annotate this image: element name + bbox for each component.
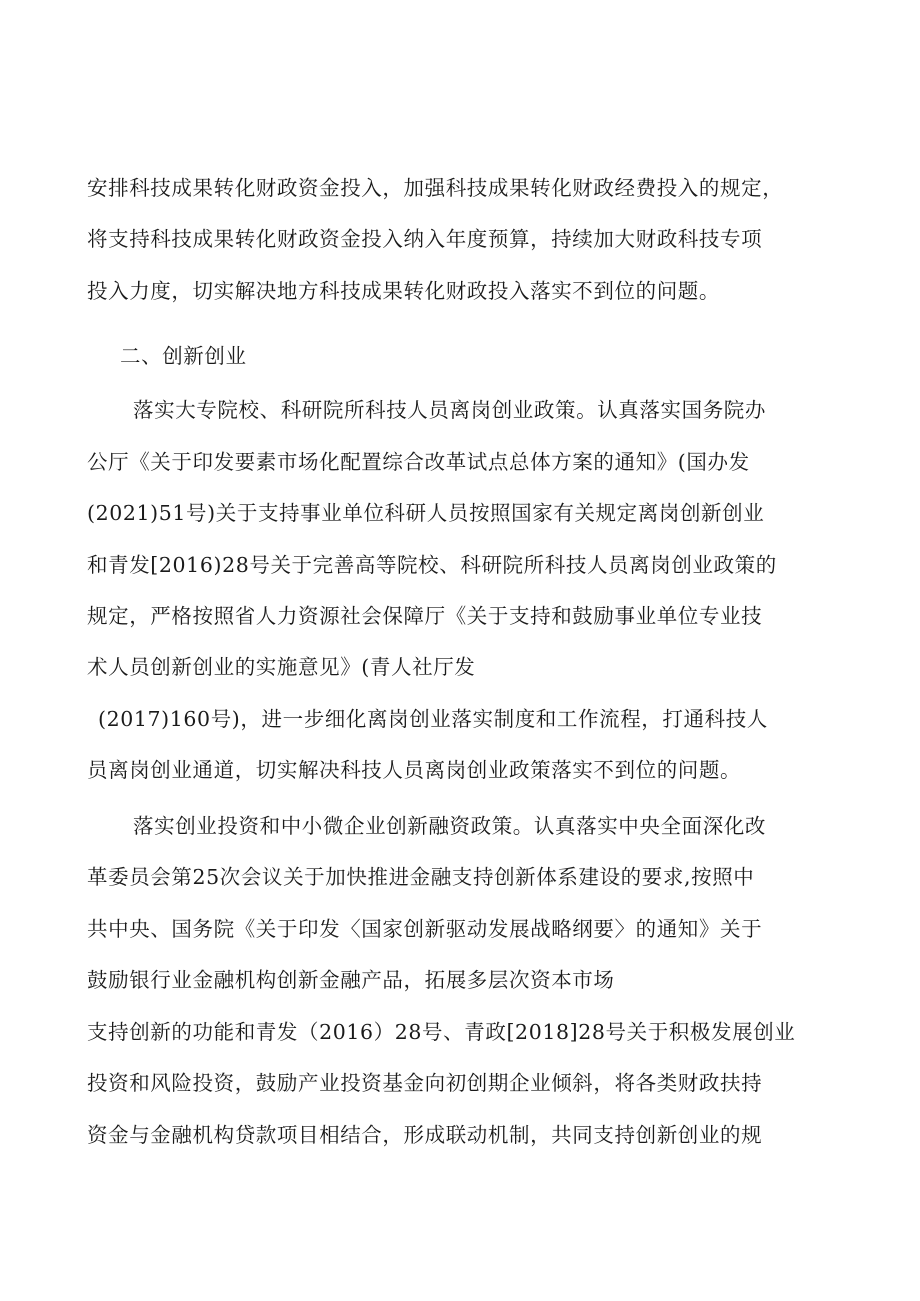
paragraph-line: 革委员会第25次会议关于加快推进金融支持创新体系建设的要求,按照中 [87, 865, 755, 889]
paragraph-line: 和青发[2016)28号关于完善高等院校、科研院所科技人员离岗创业政策的 [87, 553, 777, 577]
paragraph-line: 将支持科技成果转化财政资金投入纳入年度预算，持续加大财政科技专项 [87, 227, 763, 251]
paragraph-line: 鼓励银行业金融机构创新金融产品，拓展多层次资本市场 [87, 968, 615, 992]
paragraph-line: (2017)160号)，进一步细化离岗创业落实制度和工作流程，打通科技人 [98, 707, 768, 731]
paragraph-line: 投入力度，切实解决地方科技成果转化财政投入落实不到位的问题。 [87, 279, 720, 303]
paragraph-line: 员离岗创业通道，切实解决科技人员离岗创业政策落实不到位的问题。 [87, 758, 742, 782]
paragraph-line: 投资和风险投资，鼓励产业投资基金向初创期企业倾斜，将各类财政扶持 [87, 1071, 763, 1095]
paragraph-line: 共中央、国务院《关于印发〈国家创新驱动发展战略纲要〉的通知》关于 [87, 917, 763, 941]
paragraph-line: 支持创新的功能和青发（2016）28号、青政[2018]28号关于积极发展创业 [87, 1020, 796, 1044]
paragraph-line: 术人员创新创业的实施意见》(青人社厅发 [87, 655, 476, 679]
paragraph-line: 落实创业投资和中小微企业创新融资政策。认真落实中央全面深化改 [133, 814, 766, 838]
paragraph-line: (2021)51号)关于支持事业单位科研人员按照国家有关规定离岗创新创业 [87, 501, 765, 525]
paragraph-line: 规定，严格按照省人力资源社会保障厅《关于支持和鼓励事业单位专业技 [87, 604, 763, 628]
section-heading: 二、创新创业 [120, 344, 247, 368]
paragraph-line: 落实大专院校、科研院所科技人员离岗创业政策。认真落实国务院办 [133, 398, 766, 422]
paragraph-line: 公厅《关于印发要素市场化配置综合改革试点总体方案的通知》(国办发 [87, 450, 750, 474]
paragraph-line: 资金与金融机构贷款项目相结合，形成联动机制，共同支持创新创业的规 [87, 1123, 763, 1147]
paragraph-line: 安排科技成果转化财政资金投入，加强科技成果转化财政经费投入的规定， [87, 176, 784, 200]
